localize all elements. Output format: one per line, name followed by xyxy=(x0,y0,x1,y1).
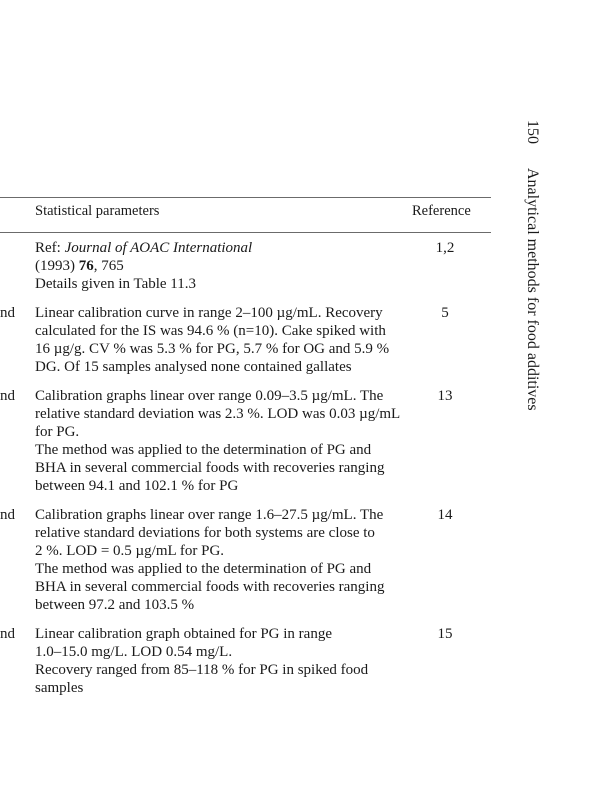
table-header-rule xyxy=(0,232,491,233)
reference-cell-row-5: 15 xyxy=(437,626,453,642)
cell-line: 1.0–15.0 mg/L. LOD 0.54 mg/L. xyxy=(35,644,233,660)
page-number: 150 xyxy=(524,120,541,144)
cell-line: calculated for the IS was 94.6 % (n=10). Cake spiked with xyxy=(35,323,386,339)
cell-line: Details given in Table 11.3 xyxy=(35,276,197,292)
cell-line: DG. Of 15 samples analysed none contained gallates xyxy=(35,359,352,375)
cell-line: for PG. xyxy=(35,424,80,440)
reference-cell-row-3: 13 xyxy=(437,388,453,404)
ref-volume: 76 xyxy=(78,258,94,274)
truncated-column-fragment: nd xyxy=(0,388,15,404)
cell-line: Linear calibration curve in range 2–100 µg/mL. Recovery xyxy=(35,305,383,321)
column-header-statistical-parameters: Statistical parameters xyxy=(35,203,160,219)
statistical-cell-row-5 xyxy=(35,625,435,697)
ref-pages: , 765 xyxy=(93,258,124,274)
column-header-reference: Reference xyxy=(412,203,471,219)
cell-line: between 97.2 and 103.5 % xyxy=(35,597,195,613)
cell-line: 16 µg/g. CV % was 5.3 % for PG, 5.7 % for OG and 5.9 % xyxy=(35,341,390,357)
cell-line: samples xyxy=(35,680,84,696)
statistical-cell-row-4 xyxy=(35,506,435,614)
running-head xyxy=(523,120,541,411)
cell-line: 2 %. LOD = 0.5 µg/mL for PG. xyxy=(35,543,225,559)
reference-cell-row-2: 5 xyxy=(441,305,449,321)
book-title: Analytical methods for food additives xyxy=(524,168,541,411)
truncated-column-fragment: nd xyxy=(0,626,15,642)
journal-title: Journal of AOAC International xyxy=(64,240,253,256)
cell-line: relative standard deviation was 2.3 %. LOD was 0.03 µg/mL xyxy=(35,406,401,422)
reference-cell-row-4: 14 xyxy=(437,507,453,523)
ref-prefix: Ref: xyxy=(35,240,65,256)
cell-line: Calibration graphs linear over range 1.6–27.5 µg/mL. The xyxy=(35,507,384,523)
cell-line xyxy=(35,257,435,275)
table-top-rule xyxy=(0,197,491,198)
cell-line: relative standard deviations for both systems are close to xyxy=(35,525,375,541)
cell-line: BHA in several commercial foods with recoveries ranging xyxy=(35,579,385,595)
statistical-cell-row-3 xyxy=(35,387,435,495)
statistical-cell-row-1 xyxy=(35,239,435,293)
cell-line: The method was applied to the determination of PG and xyxy=(35,561,372,577)
truncated-column-fragment: nd xyxy=(0,305,15,321)
ref-year: (1993) xyxy=(35,258,79,274)
cell-line: Linear calibration graph obtained for PG in range xyxy=(35,626,332,642)
cell-line: Calibration graphs linear over range 0.09–3.5 µg/mL. The xyxy=(35,388,384,404)
reference-cell-row-1: 1,2 xyxy=(435,240,455,256)
cell-line: between 94.1 and 102.1 % for PG xyxy=(35,478,239,494)
cell-line: Recovery ranged from 85–118 % for PG in spiked food xyxy=(35,662,369,678)
statistical-cell-row-2 xyxy=(35,304,435,376)
cell-line: BHA in several commercial foods with recoveries ranging xyxy=(35,460,385,476)
cell-line xyxy=(35,239,435,257)
cell-line: The method was applied to the determination of PG and xyxy=(35,442,372,458)
truncated-column-fragment: nd xyxy=(0,507,15,523)
